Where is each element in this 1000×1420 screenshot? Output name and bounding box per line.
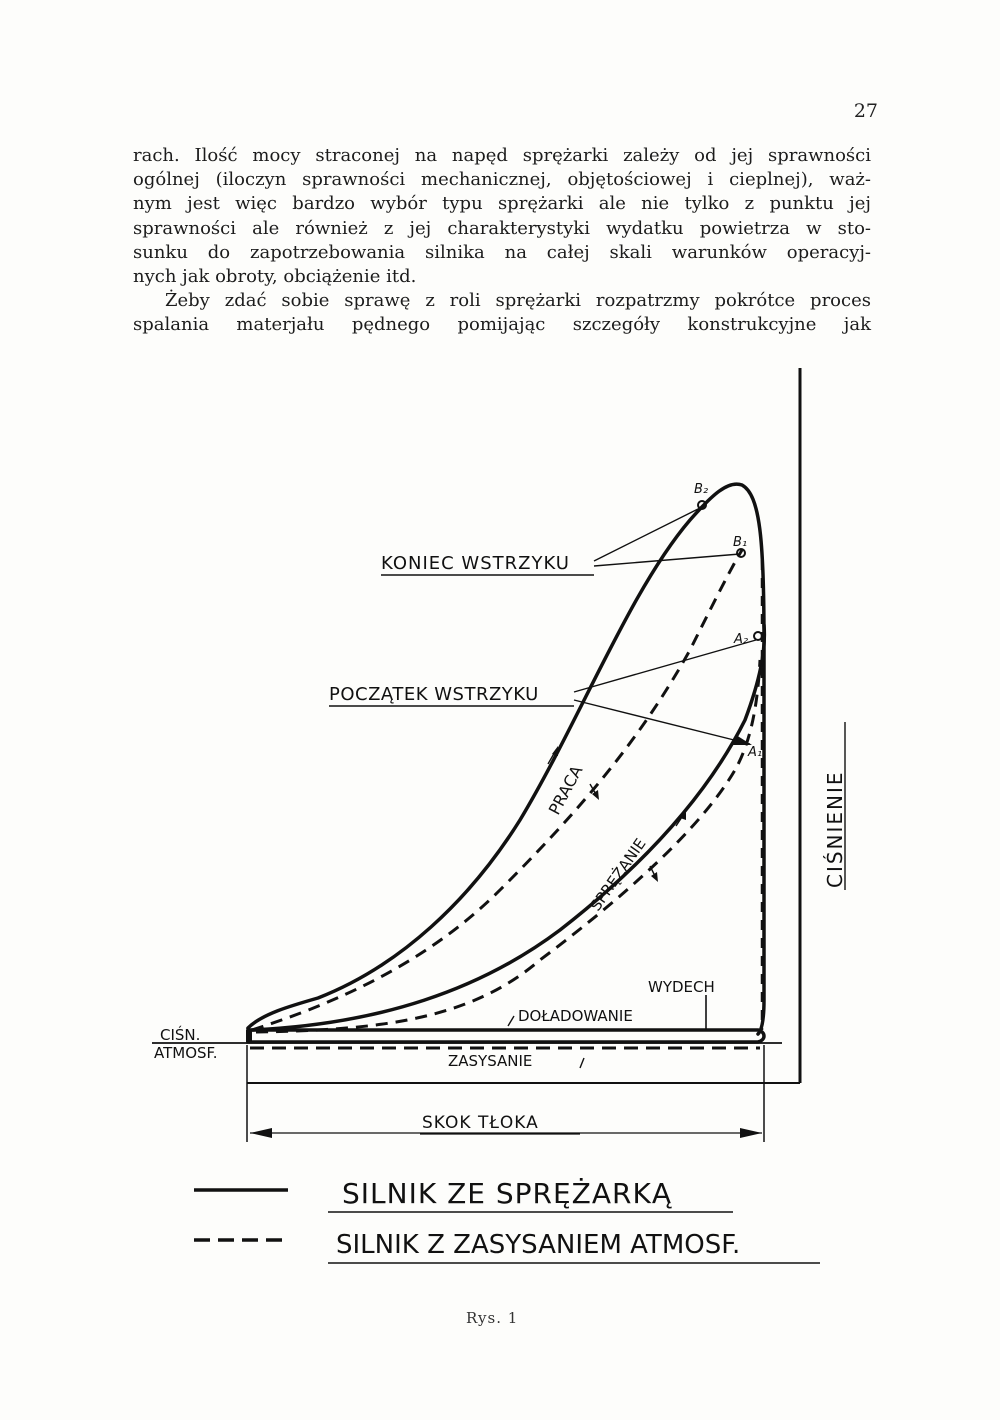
- doladowanie-leader: [508, 1016, 514, 1026]
- atmosf-label: ATMOSF.: [154, 1044, 218, 1062]
- dashed-compression-curve: [256, 660, 763, 1032]
- poczatek-wstrzyku-label: POCZĄTEK WSTRZYKU: [329, 684, 539, 705]
- point-b2-label: B₂: [694, 482, 709, 497]
- page-number: 27: [853, 100, 878, 122]
- solid-lower-loop: [248, 1030, 764, 1042]
- legend-solid-label: SILNIK ZE SPRĘŻARKĄ: [342, 1177, 672, 1210]
- text-line: sprawności ale również z jej charakterystyki wydatku powietrza w sto-: [133, 217, 871, 239]
- text-line: ogólnej (iloczyn sprawności mechanicznej, objętościowej i cieplnej), waż-: [133, 169, 871, 191]
- skok-tloka-label: SKOK TŁOKA: [422, 1113, 539, 1133]
- text-line: spalania materjału pędnego pomijając szczegóły konstrukcyjne jak: [133, 314, 871, 336]
- figure-caption: Rys. 1: [466, 1309, 519, 1327]
- cisnienie-label: CIŚNIENIE: [823, 770, 847, 888]
- praca-label: PRACA: [544, 762, 587, 818]
- point-a2-label: A₂: [734, 632, 749, 647]
- text-line: nym jest więc bardzo wybór typu sprężarki ale nie tylko z punktu jej: [133, 193, 871, 215]
- text-line: nych jak obroty, obciążenie itd.: [133, 265, 417, 287]
- doladowanie-label: DOŁADOWANIE: [518, 1007, 633, 1025]
- point-b1-label: B₁: [733, 535, 748, 550]
- koniec-leader-1: [594, 507, 702, 561]
- koniec-leader-2: [594, 554, 740, 566]
- poczatek-leader-2: [574, 700, 750, 744]
- point-a1-label: A₁: [748, 745, 763, 760]
- text-line: Żeby zdać sobie sprawę z roli sprężarki rozpatrzmy pokrótce proces: [165, 290, 871, 312]
- dashed-cycle-curve: [252, 550, 742, 1030]
- wydech-label: WYDECH: [648, 978, 715, 996]
- zasysanie-arrow: [580, 1058, 584, 1068]
- koniec-wstrzyku-label: KONIEC WSTRZYKU: [381, 553, 570, 574]
- text-line: sunku do zapotrzebowania silnika na całej skali warunków operacyj-: [133, 241, 871, 263]
- stroke-arrow-left: [250, 1128, 272, 1138]
- sprezanie-label: SPRĘŻANIE: [586, 835, 650, 915]
- text-line: rach. Ilość mocy straconej na napęd sprężarki zależy od jej sprawności: [133, 145, 871, 166]
- zasysanie-label: ZASYSANIE: [448, 1052, 533, 1070]
- legend-dashed-label: SILNIK Z ZASYSANIEM ATMOSF.: [336, 1230, 741, 1260]
- solid-thick-edge: [246, 1030, 252, 1042]
- stroke-arrow-right: [740, 1128, 762, 1138]
- cisn-label: CIŚN.: [160, 1026, 201, 1044]
